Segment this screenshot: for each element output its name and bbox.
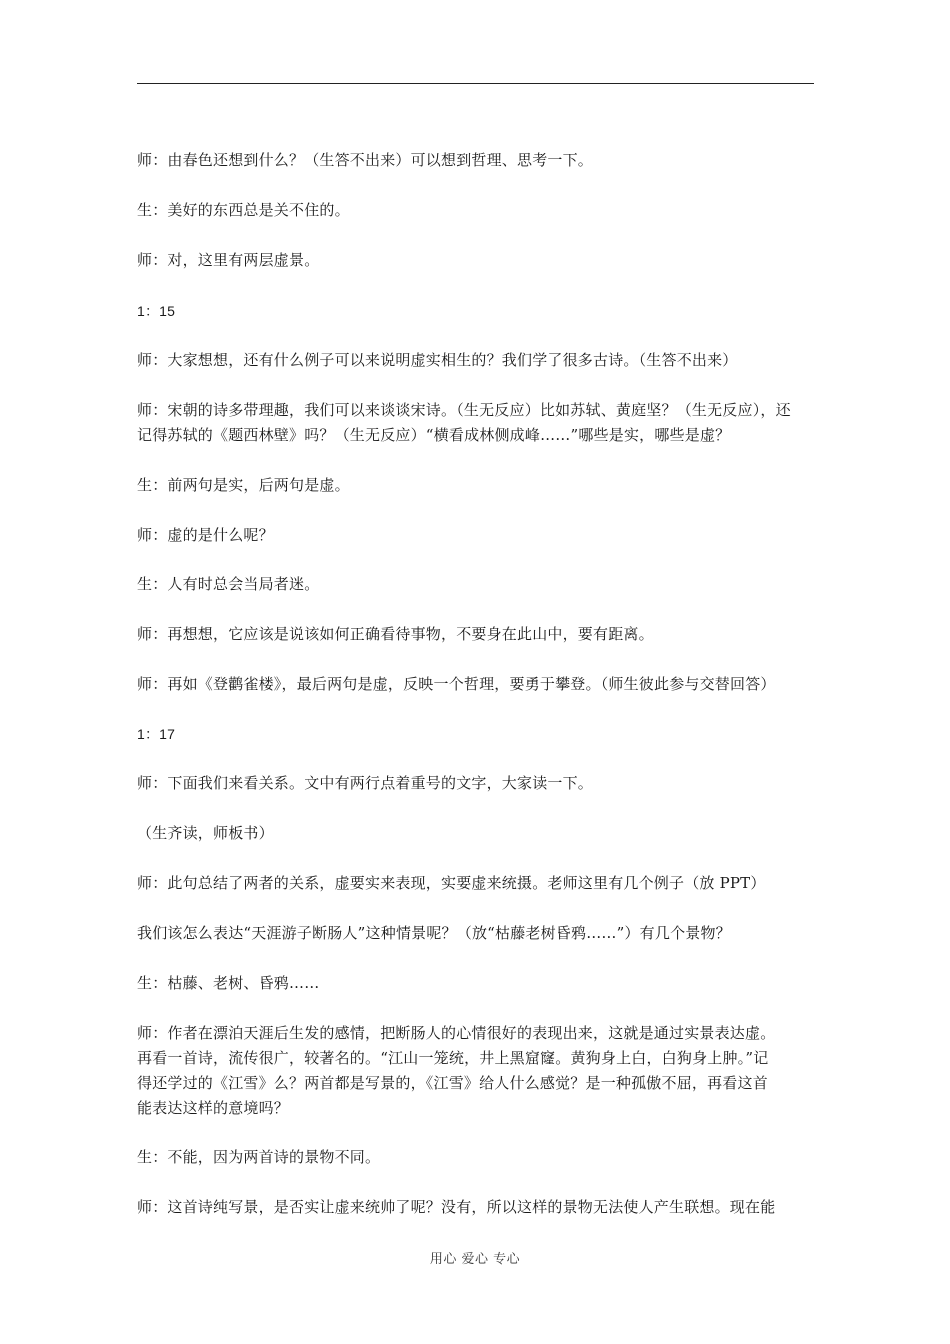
paragraph-line: 再看一首诗，流传很广，较著名的。“江山一笼统，井上黑窟窿。黄狗身上白，白狗身上肿。”记 bbox=[137, 1049, 769, 1067]
paragraph: 师：再想想，它应该是说该如何正确看待事物，不要身在此山中，要有距离。 bbox=[137, 625, 654, 643]
paragraph: 师：下面我们来看关系。文中有两行点着重号的文字，大家读一下。 bbox=[137, 774, 594, 792]
timestamp: 1：17 bbox=[137, 726, 176, 742]
paragraph: 师：此句总结了两者的关系，虚要实来表现，实要虚来统摄。老师这里有几个例子（放 PPT） bbox=[137, 874, 766, 892]
paragraph: 师：再如《登鹳雀楼》，最后两句是虚，反映一个哲理，要勇于攀登。（师生彼此参与交替回答） bbox=[137, 675, 776, 693]
paragraph: 师：虚的是什么呢？ bbox=[137, 526, 274, 544]
paragraph: 生：人有时总会当局者迷。 bbox=[137, 575, 320, 593]
paragraph: 师：由春色还想到什么？（生答不出来）可以想到哲理、思考一下。 bbox=[137, 151, 594, 169]
header-rule bbox=[137, 83, 814, 84]
paragraph-line: 记得苏轼的《题西林壁》吗？（生无反应）“横看成林侧成峰……”哪些是实，哪些是虚？ bbox=[137, 426, 731, 444]
paragraph: 我们该怎么表达“天涯游子断肠人”这种情景呢？（放“枯藤老树昏鸦……”）有几个景物？ bbox=[137, 924, 731, 942]
paragraph bbox=[137, 398, 814, 448]
paragraph-line: 能表达这样的意境吗？ bbox=[137, 1099, 290, 1117]
paragraph: 生：美好的东西总是关不住的。 bbox=[137, 201, 350, 219]
timestamp: 1：15 bbox=[137, 303, 176, 319]
paragraph: 生：枯藤、老树、昏鸦…… bbox=[137, 974, 320, 992]
paragraph: 师：大家想想，还有什么例子可以来说明虚实相生的？我们学了很多古诗。（生答不出来） bbox=[137, 351, 738, 369]
paragraph: （生齐读，师板书） bbox=[137, 824, 274, 842]
paragraph: 师：这首诗纯写景，是否实让虚来统帅了呢？没有，所以这样的景物无法使人产生联想。现在能 bbox=[137, 1198, 776, 1216]
paragraph: 生：前两句是实，后两句是虚。 bbox=[137, 476, 350, 494]
paragraph bbox=[137, 1021, 814, 1121]
paragraph-line: 师：宋朝的诗多带理趣，我们可以来谈谈宋诗。（生无反应）比如苏轼、黄庭坚？（生无反应），还 bbox=[137, 401, 791, 419]
paragraph: 师：对，这里有两层虚景。 bbox=[137, 251, 320, 269]
paragraph-line: 得还学过的《江雪》么？两首都是写景的，《江雪》给人什么感觉？是一种孤傲不屈，再看这首 bbox=[137, 1074, 768, 1092]
page-footer: 用心 爱心 专心 bbox=[429, 1252, 521, 1267]
paragraph: 生：不能，因为两首诗的景物不同。 bbox=[137, 1148, 381, 1166]
paragraph-line: 师：作者在漂泊天涯后生发的感情，把断肠人的心情很好的表现出来，这就是通过实景表达虚。 bbox=[137, 1024, 776, 1042]
